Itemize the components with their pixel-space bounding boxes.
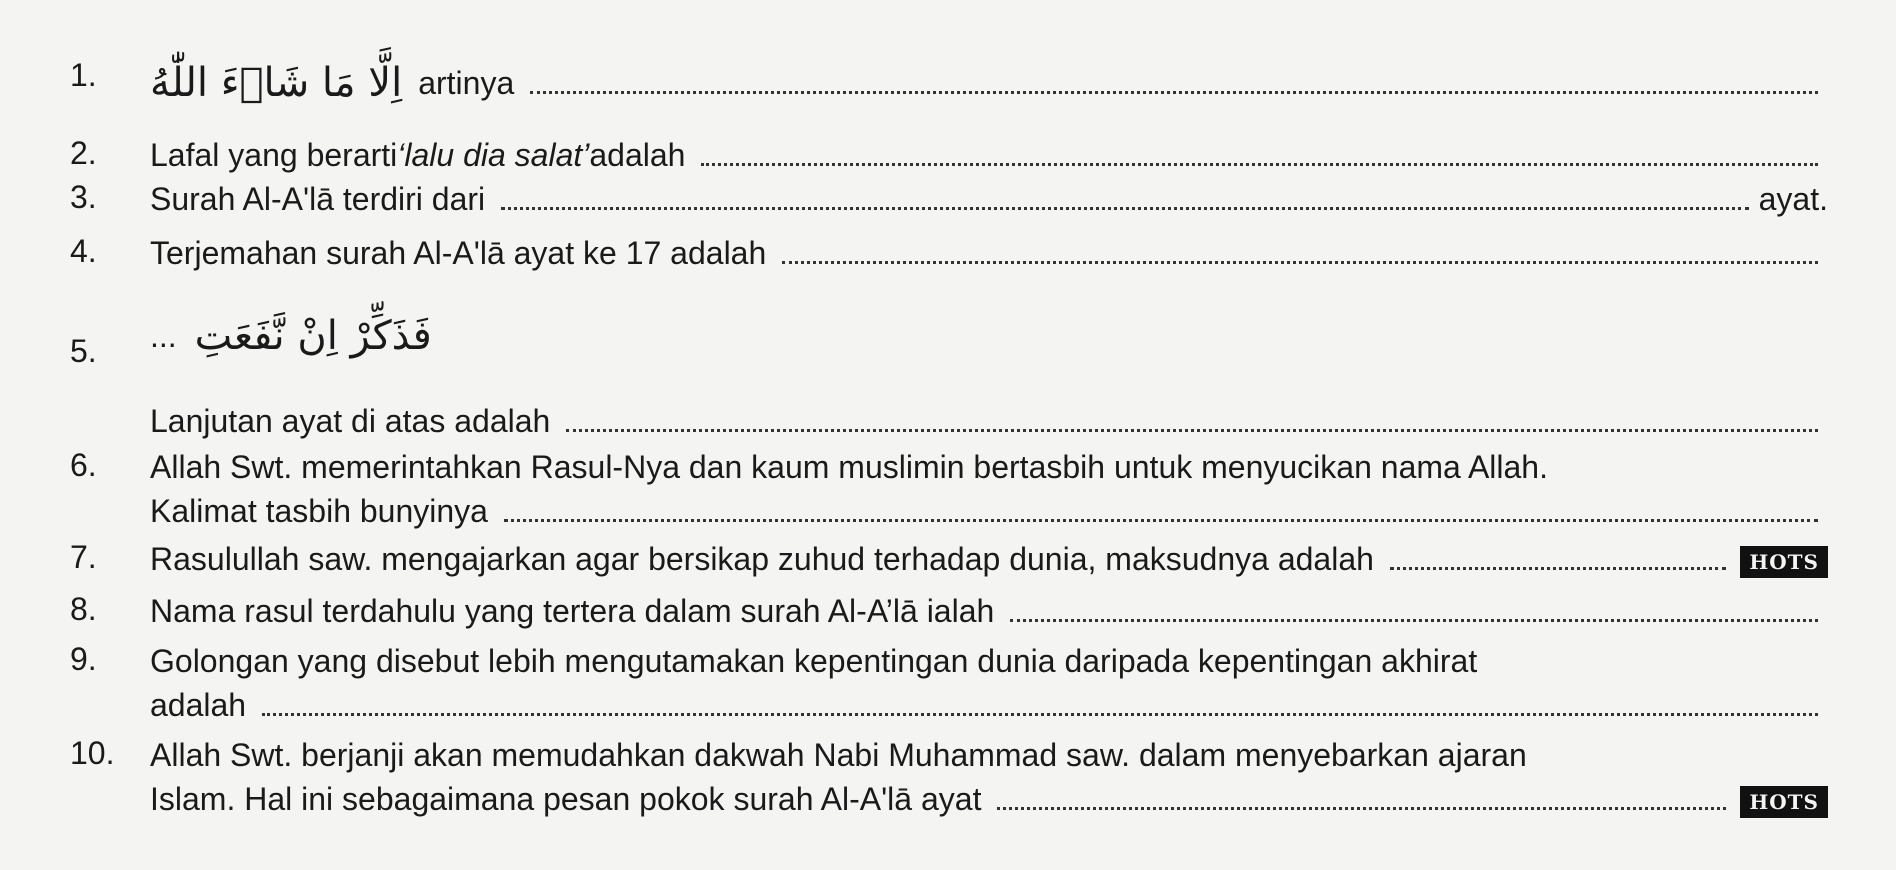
question-italic-phrase: ‘lalu dia salat’ <box>397 137 590 173</box>
question-number: 10. <box>70 735 115 771</box>
question-text: Nama rasul terdahulu yang tertera dalam surah Al-A’lā ialah <box>150 593 995 629</box>
question-text: Terjemahan surah Al-A'lā ayat ke 17 adalah <box>150 235 767 271</box>
question-text-line2: Islam. Hal ini sebagaimana pesan pokok surah Al-A'lā ayat <box>150 781 982 817</box>
question-text: Rasulullah saw. mengajarkan agar bersikap zuhud terhadap dunia, maksudnya adalah <box>150 541 1374 577</box>
answer-line[interactable] <box>1390 567 1726 570</box>
answer-line[interactable] <box>530 91 1818 94</box>
question-text: artinya <box>418 65 515 101</box>
answer-line[interactable] <box>566 429 1818 432</box>
question-7 <box>70 538 1828 578</box>
question-number: 2. <box>70 135 97 171</box>
question-text-line1: Allah Swt. memerintahkan Rasul-Nya dan kaum muslimin bertasbih untuk menyucikan nama Allah. <box>150 449 1548 485</box>
answer-line[interactable] <box>701 163 1818 166</box>
question-number: 6. <box>70 447 97 483</box>
arabic-verse: فَذَكِّرْ اِنْ نَّفَعَتِ <box>194 313 432 359</box>
question-4 <box>70 232 1828 272</box>
question-number: 9. <box>70 641 97 677</box>
question-number: 8. <box>70 591 97 627</box>
question-number: 7. <box>70 539 97 575</box>
question-5 <box>70 300 1828 440</box>
question-number: 4. <box>70 233 97 269</box>
question-2 <box>70 134 1828 174</box>
question-1 <box>70 42 1828 106</box>
question-text-line1: Allah Swt. berjanji akan memudahkan dakwah Nabi Muhammad saw. dalam menyebarkan ajaran <box>150 737 1527 773</box>
answer-line[interactable] <box>997 807 1726 810</box>
question-text-line2: Kalimat tasbih bunyinya <box>150 493 488 529</box>
answer-line[interactable] <box>501 207 1748 210</box>
question-text: Surah Al-A'lā terdiri dari <box>150 181 486 217</box>
question-8 <box>70 590 1828 630</box>
question-text: Lanjutan ayat di atas adalah <box>150 403 551 439</box>
question-3 <box>70 178 1828 218</box>
answer-line[interactable] <box>262 713 1818 716</box>
hots-badge: HOTS <box>1740 786 1828 818</box>
question-text-line1: Golongan yang disebut lebih mengutamakan kepentingan dunia daripada kepentingan akhirat <box>150 643 1478 679</box>
answer-line[interactable] <box>504 519 1818 522</box>
question-suffix: ayat. <box>1758 181 1828 217</box>
question-6 <box>70 446 1828 530</box>
question-9 <box>70 640 1828 724</box>
answer-line[interactable] <box>782 261 1818 264</box>
question-number: 1. <box>70 57 97 93</box>
question-10 <box>70 734 1828 824</box>
ellipsis: ... <box>150 318 177 354</box>
question-number: 5. <box>70 333 97 369</box>
question-text-line2: adalah <box>150 687 247 723</box>
hots-badge: HOTS <box>1740 546 1828 578</box>
arabic-phrase: اِلَّا مَا شَاۤءَ اللّٰهُ <box>150 60 403 106</box>
answer-line[interactable] <box>1010 619 1818 622</box>
question-text-end: adalah <box>589 137 686 173</box>
question-number: 3. <box>70 179 97 215</box>
question-text: Lafal yang berarti <box>150 137 398 173</box>
